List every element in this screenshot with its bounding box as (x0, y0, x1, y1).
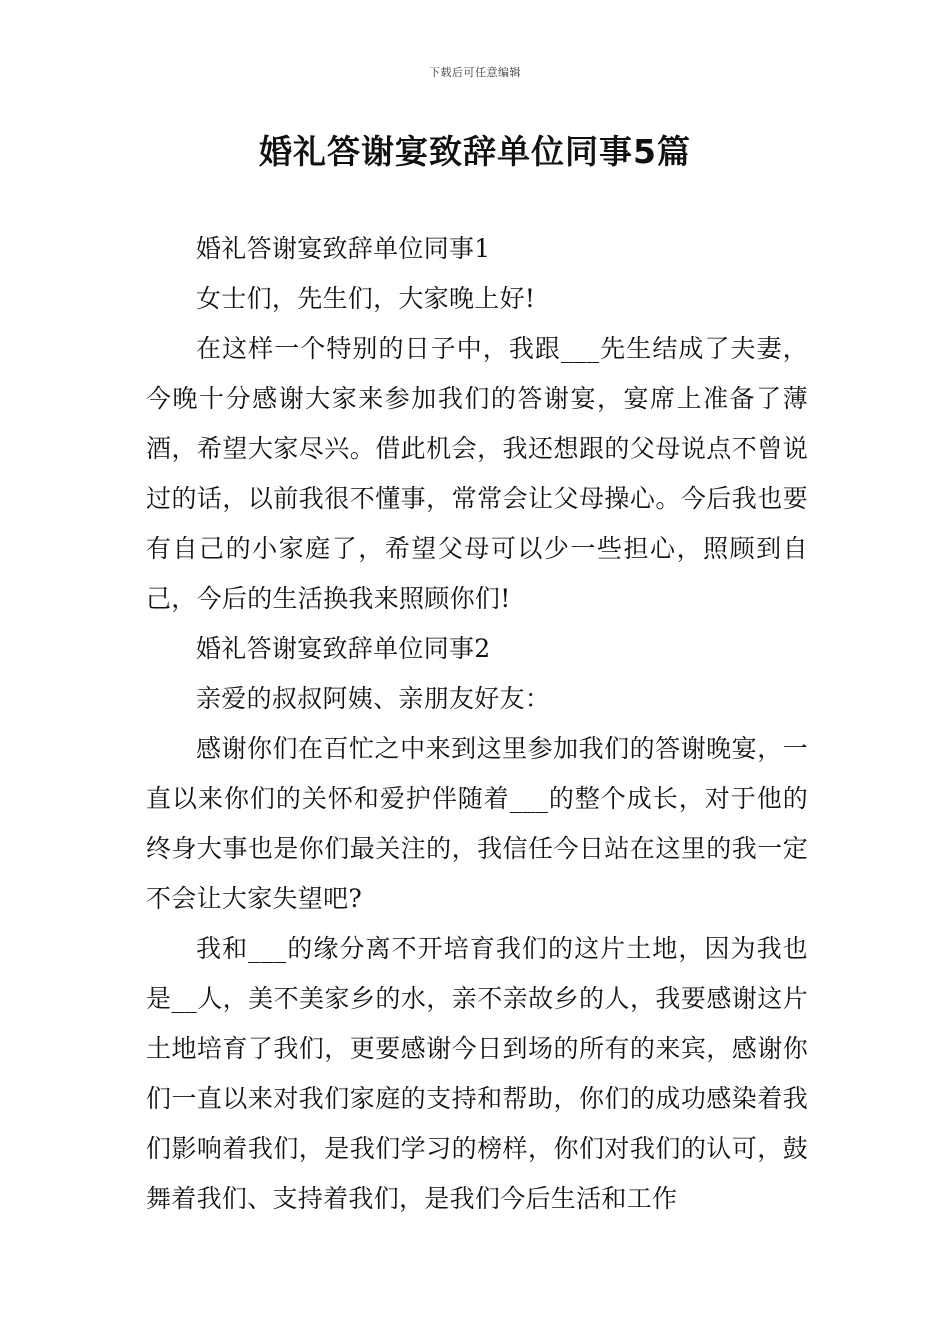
document-title: 婚礼答谢宴致辞单位同事5篇 (259, 132, 691, 171)
document-body (146, 224, 808, 1224)
section-heading-2: 婚礼答谢宴致辞单位同事2 (196, 634, 491, 663)
greeting-paragraph-2: 亲爱的叔叔阿姨、亲朋友好友： (196, 684, 551, 713)
speech-paragraph-3: 我和___的缘分离不开培育我们的这片土地，因为我也是__人，美不美家乡的水，亲不亲故乡的人，我要感谢这片土地培育了我们，更要感谢今日到场的所有的来宾，感谢你们一直以来对我们家庭的支持和帮助，你们的成功感染着我们影响着我们，是我们学习的榜样，你们对我们的认可，鼓舞着我们、支持着我们，是我们今后生活和工作 (146, 934, 808, 1213)
speech-paragraph-2: 感谢你们在百忙之中来到这里参加我们的答谢晚宴，一直以来你们的关怀和爱护伴随着___的整个成长，对于他的终身大事也是你们最关注的，我信任今日站在这里的我一定不会让大家失望吧? (146, 734, 808, 913)
section-heading-1: 婚礼答谢宴致辞单位同事1 (196, 234, 491, 263)
speech-paragraph-1: 在这样一个特别的日子中，我跟___先生结成了夫妻，今晚十分感谢大家来参加我们的答谢宴，宴席上准备了薄酒，希望大家尽兴。借此机会，我还想跟的父母说点不曾说过的话，以前我很不懂事，常常会让父母操心。今后我也要有自己的小家庭了，希望父母可以少一些担心，照顾到自己，今后的生活换我来照顾你们! (146, 334, 808, 613)
greeting-paragraph-1: 女士们，先生们，大家晚上好! (196, 284, 536, 313)
header-note: 下载后可任意编辑 (429, 66, 521, 79)
